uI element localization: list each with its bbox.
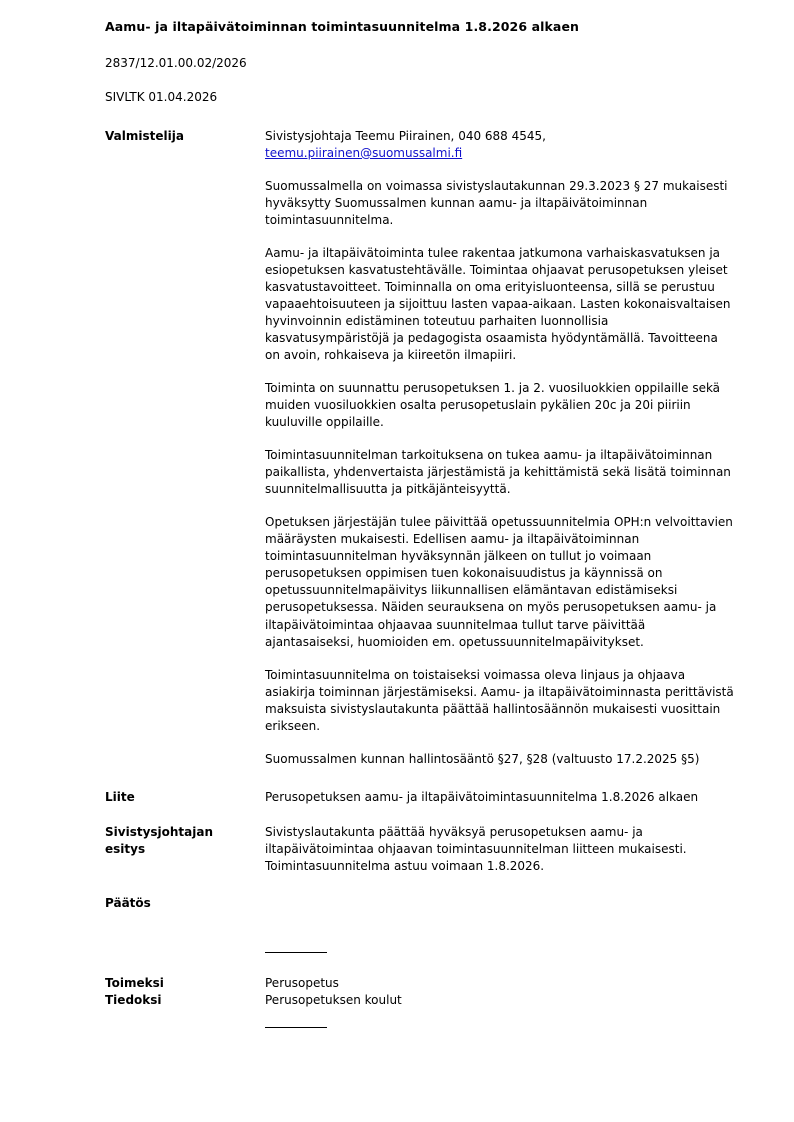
liite-text: Perusopetuksen aamu- ja iltapäivätoimintasuunnitelma 1.8.2026 alkaen [265,789,699,804]
divider-bottom [265,1027,327,1028]
section-esitys [105,824,738,875]
contact-line [265,128,738,162]
valmistelija-label: Valmistelija [105,128,184,143]
paragraph-1: Suomussalmella on voimassa sivistyslautakunnan 29.3.2023 § 27 mukaisesti hyväksytty Suomussalmen kunnan aamu- ja iltapäivätoiminnan toimintasuunnitelma. [265,178,728,227]
paragraph-5: Opetuksen järjestäjän tulee päivittää opetussuunnitelmia OPH:n velvoittavien määräysten mukaisesti. Edellisen aamu- ja iltapäivätoiminnan toimintasuunnitelman hyväksynnän jälkeen on tullut jo voimaan perusopetuksen oppimisen tuen kokonaisuudistus ja käynnissä on opetussuunnitelmapäivitys liikunnallisen elämäntavan edistämiseksi perusopetuksessa. Näiden seurauksena on myös perusopetuksen aamu- ja iltapäivätoimintaa ohjaavaa suunnitelmaa tullut tarve päivittää ajantasaiseksi, huomioiden em. opetussuunnitelmapäivitykset. [265,515,733,649]
toimeksi-line1: Perusopetus [265,975,339,990]
divider-top [265,952,327,953]
section-valmistelija [105,128,738,768]
toimeksi-line2: Perusopetuksen koulut [265,992,402,1007]
esitys-label [105,824,265,858]
email-link[interactable]: teemu.piirainen@suomussalmi.fi [265,145,463,160]
body-and-date: SIVLTK 01.04.2026 [105,89,218,104]
toimeksi-label-line2: Tiedoksi [105,992,162,1007]
paatos-label: Päätös [105,895,151,910]
paragraph-4: Toimintasuunnitelman tarkoituksena on tukea aamu- ja iltapäivätoiminnan paikallista, yhdenvertaista järjestämistä ja kehittämistä sekä lisätä toiminnan suunnitelmallisuutta ja pitkäjänteisyyttä. [265,448,731,497]
liite-label: Liite [105,789,135,804]
esitys-text: Sivistyslautakunta päättää hyväksyä perusopetuksen aamu- ja iltapäivätoimintaa ohjaavan toimintasuunnitelman liitteen mukaisesti. Toimintasuunnitelma astuu voimaan 1.8.2026. [265,824,687,873]
section-liite [105,789,738,806]
paragraph-7: Suomussalmen kunnan hallintosääntö §27, §28 (valtuusto 17.2.2025 §5) [265,751,700,766]
section-paatos [105,895,738,912]
toimeksi-label-line1: Toimeksi [105,975,164,990]
esitys-label-line1: Sivistysjohtajan [105,824,214,839]
contact-text: Sivistysjohtaja Teemu Piirainen, 040 688 4545, [265,128,546,143]
valmistelija-body [265,128,738,768]
toimeksi-body [265,975,402,1009]
paragraph-2: Aamu- ja iltapäivätoiminta tulee rakentaa jatkumona varhaiskasvatuksen ja esiopetuksen kasvatustehtävälle. Toimintaa ohjaavat perusopetuksen yleiset kasvatustavoitteet. Toiminnalla on oma erityisluonteensa, sillä se perustuu vapaaehtoisuuteen ja sijoittuu lasten vapaa-aikaan. Lasten kokonaisvaltaisen hyvinvoinnin edistäminen toteutuu parhaiten luonnollisia kasvatusympäristöjä ja pedagogista osaamista hyödyntämällä. Tavoitteena on avoin, rohkaiseva ja kiireetön ilmapiiri. [265,245,731,363]
page-title: Aamu- ja iltapäivätoiminnan toimintasuunnitelma 1.8.2026 alkaen [105,19,580,34]
paragraph-6: Toimintasuunnitelma on toistaiseksi voimassa oleva linjaus ja ohjaava asiakirja toiminnan järjestämiseksi. Aamu- ja iltapäivätoiminnasta perittävistä maksuista sivistyslautakunta päättää hallintosäännön mukaisesti vuosittain erikseen. [265,667,734,733]
toimeksi-label [105,975,265,1009]
esitys-label-line2: esitys [105,841,146,856]
section-toimeksi [105,975,738,1009]
paragraph-3: Toiminta on suunnattu perusopetuksen 1. ja 2. vuosiluokkien oppilaille sekä muiden vuosiluokkien osalta perusopetuslain pykälien 20c ja 20i piiriin kuuluville oppilaille. [265,381,721,430]
case-number: 2837/12.01.00.02/2026 [105,55,247,70]
